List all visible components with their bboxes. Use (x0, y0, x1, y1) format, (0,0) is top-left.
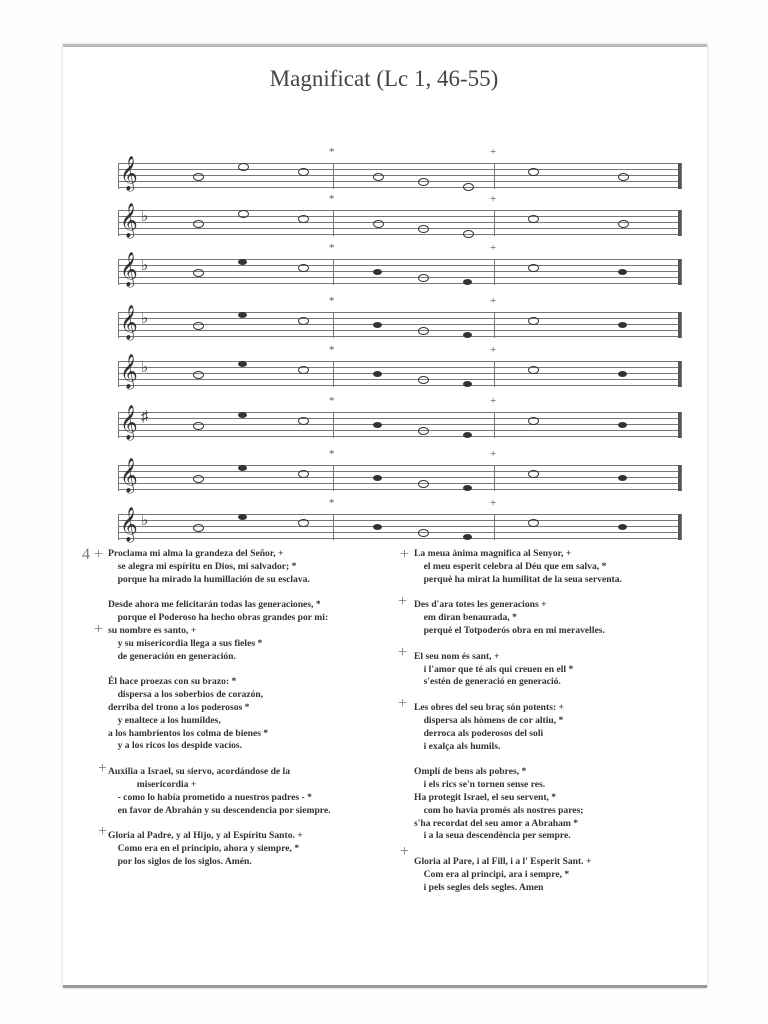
note (298, 519, 309, 527)
verse-line: por los siglos de los siglos. Amén. (108, 855, 252, 867)
verse-line: porque ha mirado la humillación de su esclava. (108, 573, 310, 585)
verse-line: el meu esperit celebra al Déu que em salva, * (414, 560, 607, 572)
asterisk-mark: * (329, 193, 335, 205)
bar-line (494, 465, 495, 491)
final-bar-line (678, 514, 681, 540)
bar-line (118, 163, 119, 189)
staff-line (118, 228, 681, 229)
cross-mark: + (490, 344, 497, 356)
note (618, 475, 627, 481)
flat-icon: ♭ (141, 311, 149, 327)
note (418, 427, 429, 435)
staff-line (118, 265, 681, 266)
page-title: Magnificat (Lc 1, 46-55) (269, 66, 499, 91)
bar-line (118, 259, 119, 285)
staff-line (118, 430, 681, 431)
note (298, 417, 309, 425)
verse-line: Omplí de bens als pobres, * (414, 766, 527, 778)
asterisk-mark: * (329, 448, 335, 460)
bar-line (681, 210, 682, 236)
note (418, 274, 429, 282)
handwritten-cross: + (398, 695, 408, 712)
verse-stanza (108, 766, 331, 817)
verse-line: Ha protegit Israel, el seu servent, * (414, 791, 557, 803)
note (238, 361, 247, 367)
note (528, 417, 539, 425)
cross-mark: + (490, 448, 497, 460)
staff-line (118, 489, 681, 490)
bar-line (118, 312, 119, 338)
verse-line: de generación en generación. (108, 650, 236, 662)
note (238, 163, 249, 171)
staff-line (118, 277, 681, 278)
bar-line (333, 259, 334, 285)
staff-line (118, 436, 681, 437)
staff-line (118, 471, 681, 472)
staff-line (118, 187, 681, 188)
verse-line: Gloria al Padre, y al Hijo, y al Espíritu Santo. + (108, 830, 303, 842)
bar-line (494, 210, 495, 236)
verse-line: em diran benaurada, * (414, 612, 517, 624)
staff-line (118, 181, 681, 182)
verse-stanza (108, 676, 331, 753)
staff-line (118, 210, 681, 211)
staff-line (118, 163, 681, 164)
verse-line: s'ha recordat del seu amor a Abraham * (414, 817, 579, 829)
note (298, 264, 309, 272)
note (238, 514, 247, 520)
note (463, 332, 472, 338)
staff-line (118, 259, 681, 260)
verse-line: i els rics se'n tornen sense res. (414, 779, 546, 791)
spanish-verses (108, 548, 331, 882)
handwritten-cross: + (98, 823, 108, 840)
verse-line: Les obres del seu braç són potents: + (414, 702, 565, 714)
asterisk-mark: * (329, 295, 335, 307)
note (418, 480, 429, 488)
note (193, 173, 204, 181)
bar-line (333, 210, 334, 236)
verse-line: i l'amor que té als qui creuen en ell * (414, 663, 574, 675)
note (463, 485, 472, 491)
note (193, 475, 204, 483)
note (528, 215, 539, 223)
verse-line: dispersa a los soberbios de corazón, (108, 689, 264, 701)
verse-line: i pels segles dels segles. Amen (414, 881, 544, 893)
bar-line (118, 514, 119, 540)
note (193, 322, 204, 330)
note (528, 519, 539, 527)
bar-line (681, 163, 682, 189)
note (618, 371, 627, 377)
bar-line (118, 412, 119, 438)
note (418, 376, 429, 384)
handwritten-cross: + (398, 644, 408, 661)
note (193, 220, 204, 228)
bar-line (494, 259, 495, 285)
note (618, 322, 627, 328)
verse-line: Proclama mi alma la grandeza del Señor, + (108, 548, 284, 559)
staff-line (118, 336, 681, 337)
bar-line (333, 412, 334, 438)
bar-line (494, 514, 495, 540)
bar-line (494, 361, 495, 387)
verse-line: La meua ànima magnifica al Senyor, + (414, 548, 572, 559)
staff-line (118, 318, 681, 319)
staff-line (118, 169, 681, 170)
cross-mark: + (490, 242, 497, 254)
note (528, 317, 539, 325)
verse-line: perquè el Totpoderós obra en mi meravelles. (414, 624, 605, 636)
verse-stanza (414, 702, 622, 753)
treble-clef-icon: 𝄞 (120, 459, 138, 492)
verse-line: i exalça als humils. (414, 740, 501, 752)
flat-icon: ♭ (141, 513, 149, 529)
treble-clef-icon: 𝄞 (120, 157, 138, 190)
staff-line (118, 216, 681, 217)
verse-line: i a la seua descendència per sempre. (414, 830, 571, 842)
note (373, 422, 382, 428)
handwritten-cross: + (98, 760, 108, 777)
asterisk-mark: * (329, 497, 335, 509)
verse-stanza (108, 830, 331, 868)
final-bar-line (678, 259, 681, 285)
verse-line: se alegra mi espíritu en Dios, mi salvador; * (108, 560, 297, 572)
note (373, 173, 384, 181)
cross-mark: + (490, 295, 497, 307)
treble-clef-icon: 𝄞 (120, 204, 138, 237)
note (298, 215, 309, 223)
bar-line (494, 312, 495, 338)
note (528, 470, 539, 478)
bar-line (681, 361, 682, 387)
verse-stanza (414, 766, 622, 843)
verse-line: y a los ricos los despide vacíos. (108, 740, 243, 752)
staff-line (118, 538, 681, 539)
bar-line (333, 163, 334, 189)
staff-line (118, 514, 681, 515)
asterisk-mark: * (329, 344, 335, 356)
bar-line (681, 412, 682, 438)
verse-line: en favor de Abrahán y su descendencia por siempre. (108, 804, 331, 816)
verse-stanza (414, 856, 622, 894)
final-bar-line (678, 412, 681, 438)
note (238, 412, 247, 418)
note (528, 168, 539, 176)
verse-line: Como era en el principio, ahora y siempre, * (108, 843, 300, 855)
final-bar-line (678, 163, 681, 189)
staff-line (118, 412, 681, 413)
verse-line: El seu nom és sant, + (414, 650, 500, 662)
note (373, 475, 382, 481)
note (418, 225, 429, 233)
note (618, 173, 629, 181)
note (373, 371, 382, 377)
staff-line (118, 418, 681, 419)
note (418, 529, 429, 537)
staff-line (118, 361, 681, 362)
handwritten-cross: 4 + (82, 546, 104, 563)
verse-stanza (108, 599, 331, 663)
verse-stanza (108, 548, 331, 586)
bar-line (333, 514, 334, 540)
note (193, 269, 204, 277)
note (373, 220, 384, 228)
note (618, 422, 627, 428)
flat-icon: ♭ (141, 258, 149, 274)
note (618, 269, 627, 275)
bar-line (494, 163, 495, 189)
catalan-verses (414, 548, 622, 908)
verse-line: - como lo había prometido a nuestros padres - * (108, 791, 312, 803)
handwritten-cross: + (400, 546, 410, 563)
verse-line: com ho havia promés als nostres pares; (414, 804, 584, 816)
verse-stanza (414, 651, 622, 689)
cross-mark: + (490, 497, 497, 509)
verse-line: y su misericordia llega a sus fieles * (108, 637, 263, 649)
treble-clef-icon: 𝄞 (120, 355, 138, 388)
final-bar-line (678, 210, 681, 236)
final-bar-line (678, 312, 681, 338)
note (618, 524, 627, 530)
verse-stanza (414, 548, 622, 586)
bar-line (681, 259, 682, 285)
staff-line (118, 483, 681, 484)
treble-clef-icon: 𝄞 (120, 406, 138, 439)
note (238, 210, 249, 218)
bar-line (681, 312, 682, 338)
note (373, 524, 382, 530)
treble-clef-icon: 𝄞 (120, 306, 138, 339)
staff-line (118, 312, 681, 313)
bar-line (118, 210, 119, 236)
sharp-icon: ♯ (141, 409, 149, 425)
note (463, 432, 472, 438)
note (193, 422, 204, 430)
flat-icon: ♭ (141, 360, 149, 376)
note (298, 470, 309, 478)
bar-line (681, 514, 682, 540)
staff-line (118, 379, 681, 380)
bar-line (118, 361, 119, 387)
staff-line (118, 385, 681, 386)
treble-clef-icon: 𝄞 (120, 253, 138, 286)
cross-mark: + (490, 395, 497, 407)
verse-line: misericordia + (108, 778, 197, 790)
note (528, 264, 539, 272)
verse-line: Él hace proezas con su brazo: * (108, 676, 237, 688)
staff-line (118, 532, 681, 533)
note (193, 524, 204, 532)
verse-line: Auxilia a Israel, su siervo, acordándose de la (108, 766, 291, 778)
asterisk-mark: * (329, 242, 335, 254)
staff-line (118, 465, 681, 466)
verse-line: dispersa als hòmens de cor altiu, * (414, 714, 564, 726)
note (418, 327, 429, 335)
note (463, 534, 472, 540)
handwritten-cross: + (398, 593, 408, 610)
verse-line: su nombre es santo, + (108, 624, 197, 636)
staff-line (118, 234, 681, 235)
asterisk-mark: * (329, 146, 335, 158)
note (418, 178, 429, 186)
note (463, 183, 474, 191)
flat-icon: ♭ (141, 209, 149, 225)
note (238, 259, 247, 265)
note (373, 322, 382, 328)
verse-line: Des d'ara totes les generacions + (414, 599, 547, 611)
verse-line: perquè ha mirat la humilitat de la seua serventa. (414, 573, 622, 585)
bar-line (333, 312, 334, 338)
bar-line (333, 361, 334, 387)
cross-mark: + (490, 193, 497, 205)
bar-line (118, 465, 119, 491)
final-bar-line (678, 361, 681, 387)
note (373, 269, 382, 275)
verse-line: porque el Poderoso ha hecho obras grandes por mi: (108, 612, 329, 624)
treble-clef-icon: 𝄞 (120, 508, 138, 541)
note (618, 220, 629, 228)
note (298, 366, 309, 374)
verse-line: a los hambrientos los colma de bienes * (108, 727, 269, 739)
note (238, 465, 247, 471)
note (238, 312, 247, 318)
verse-line: Com era al principi, ara i sempre, * (414, 868, 570, 880)
handwritten-cross: + (94, 621, 104, 638)
verse-stanza (414, 599, 622, 637)
handwritten-cross: + (400, 843, 410, 860)
verse-line: Gloria al Pare, i al Fill, i a l' Esperit Sant. + (414, 856, 592, 868)
staff-line (118, 330, 681, 331)
note (298, 317, 309, 325)
staff-line (118, 367, 681, 368)
verse-line: y enaltece a los humildes, (108, 714, 221, 726)
verse-line: s'estén de generació en generació. (414, 676, 561, 688)
asterisk-mark: * (329, 395, 335, 407)
note (463, 279, 472, 285)
bar-line (494, 412, 495, 438)
staff-line (118, 283, 681, 284)
final-bar-line (678, 465, 681, 491)
note (463, 230, 474, 238)
staff-line (118, 520, 681, 521)
cross-mark: + (490, 146, 497, 158)
bar-line (681, 465, 682, 491)
bar-line (333, 465, 334, 491)
note (193, 371, 204, 379)
note (463, 381, 472, 387)
note (528, 366, 539, 374)
verse-line: derriba del trono a los poderosos * (108, 701, 250, 713)
verse-line: Desde ahora me felicitarán todas las generaciones, * (108, 599, 321, 611)
verse-line: derroca als poderosos del soli (414, 727, 544, 739)
note (298, 168, 309, 176)
